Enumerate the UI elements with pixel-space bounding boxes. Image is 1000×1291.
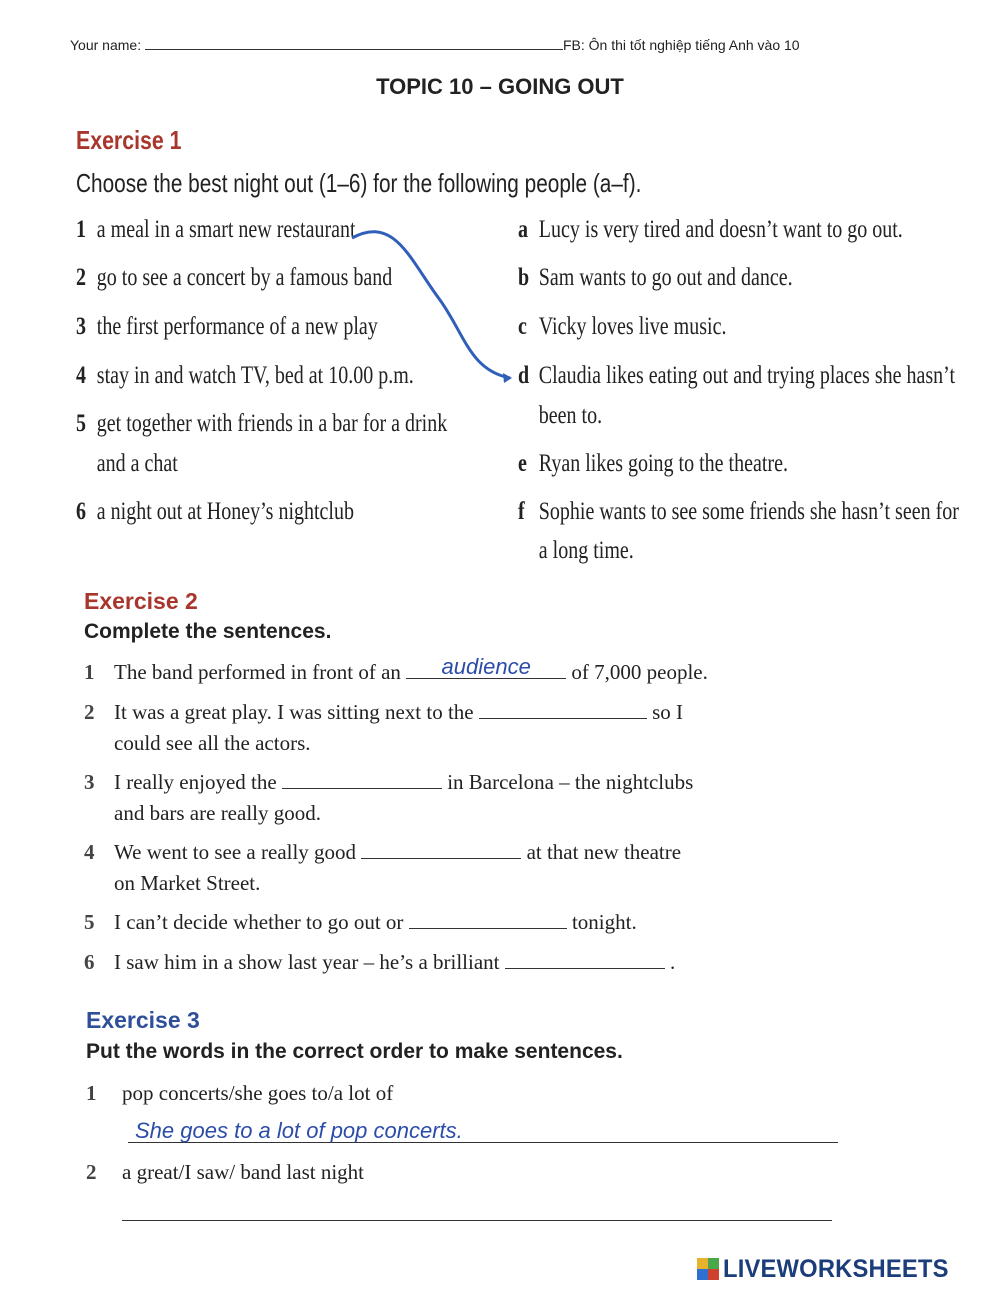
ex1-right-item-b[interactable]: b Sam wants to go out and dance.	[518, 264, 793, 291]
ex1-left-item-5[interactable]: 5 get together with friends in a bar for a drink	[76, 410, 448, 437]
exercise2-instruction: Complete the sentences.	[84, 620, 332, 643]
ex3-question-1: 1 pop concerts/she goes to/a lot of	[86, 1081, 394, 1105]
exercise3-title: Exercise 3	[86, 1007, 200, 1033]
ex3-answer-line-2[interactable]	[122, 1220, 832, 1221]
exercise1-instruction: Choose the best night out (1–6) for the following people (a–f).	[76, 168, 642, 198]
ex2-sentence-5: 5 I can’t decide whether to go out or tonight.	[84, 910, 637, 934]
ex1-right-item-e[interactable]: e Ryan likes going to the theatre.	[518, 450, 788, 477]
ex1-left-item-2[interactable]: 2 go to see a concert by a famous band	[76, 264, 393, 291]
ex1-right-item-f[interactable]: f Sophie wants to see some friends she hasn’t seen for	[518, 498, 959, 525]
ex2-blank-2[interactable]	[479, 700, 647, 719]
ex2-blank-3[interactable]	[282, 770, 442, 789]
ex1-left-item-4[interactable]: 4 stay in and watch TV, bed at 10.00 p.m.	[76, 362, 414, 389]
ex1-left-item-3[interactable]: 3 the first performance of a new play	[76, 313, 378, 340]
ex1-left-item-6[interactable]: 6 a night out at Honey’s nightclub	[76, 498, 354, 525]
ex1-right-item-f-cont: a long time.	[538, 537, 634, 564]
ex2-blank-4[interactable]	[361, 840, 521, 859]
ex2-blank-1[interactable]: audience	[406, 660, 566, 679]
ex3-answer-1: She goes to a lot of pop concerts.	[135, 1118, 463, 1143]
name-label: Your name:	[70, 37, 142, 53]
page-title: TOPIC 10 – GOING OUT	[376, 74, 624, 99]
ex2-sentence-3: 3 I really enjoyed the in Barcelona – the nightclubs	[84, 770, 694, 794]
header-right-text: FB: Ôn thi tốt nghiệp tiếng Anh vào 10	[562, 37, 800, 53]
logo-text: LIVEWORKSHEETS	[723, 1254, 949, 1283]
ex1-left-item-1[interactable]: 1 a meal in a smart new restaurant	[76, 216, 356, 243]
ex2-blank-5[interactable]	[409, 910, 567, 929]
ex2-blank-6[interactable]	[505, 950, 665, 969]
ex2-sentence-2: 2 It was a great play. I was sitting next to the so I	[84, 700, 684, 724]
exercise2-title: Exercise 2	[84, 588, 198, 614]
ex2-sentence-4: 4 We went to see a really good at that new theatre	[84, 840, 682, 864]
ex1-left-item-5-cont: and a chat	[96, 450, 178, 477]
ex3-question-2: 2 a great/I saw/ band last night	[86, 1160, 365, 1184]
ex1-right-item-a[interactable]: a Lucy is very tired and doesn’t want to go out.	[518, 216, 903, 243]
exercise3-instruction: Put the words in the correct order to make sentences.	[86, 1040, 623, 1063]
ex2-sentence-3-cont: and bars are really good.	[114, 801, 321, 825]
ex1-right-item-d[interactable]: d Claudia likes eating out and trying places she hasn’t	[518, 362, 956, 389]
ex1-right-item-d-cont: been to.	[538, 402, 603, 429]
ex2-sentence-2-cont: could see all the actors.	[114, 731, 311, 755]
ex2-sentence-6: 6 I saw him in a show last year – he’s a brilliant .	[84, 950, 676, 974]
ex1-right-item-c[interactable]: c Vicky loves live music.	[518, 313, 727, 340]
ex2-sentence-4-cont: on Market Street.	[114, 871, 261, 895]
logo-icon	[697, 1258, 719, 1280]
ex2-sentence-1: 1 The band performed in front of an audience of 7,000 people.	[84, 654, 708, 684]
exercise1-title: Exercise 1	[76, 125, 182, 155]
liveworksheets-logo	[697, 1254, 961, 1284]
